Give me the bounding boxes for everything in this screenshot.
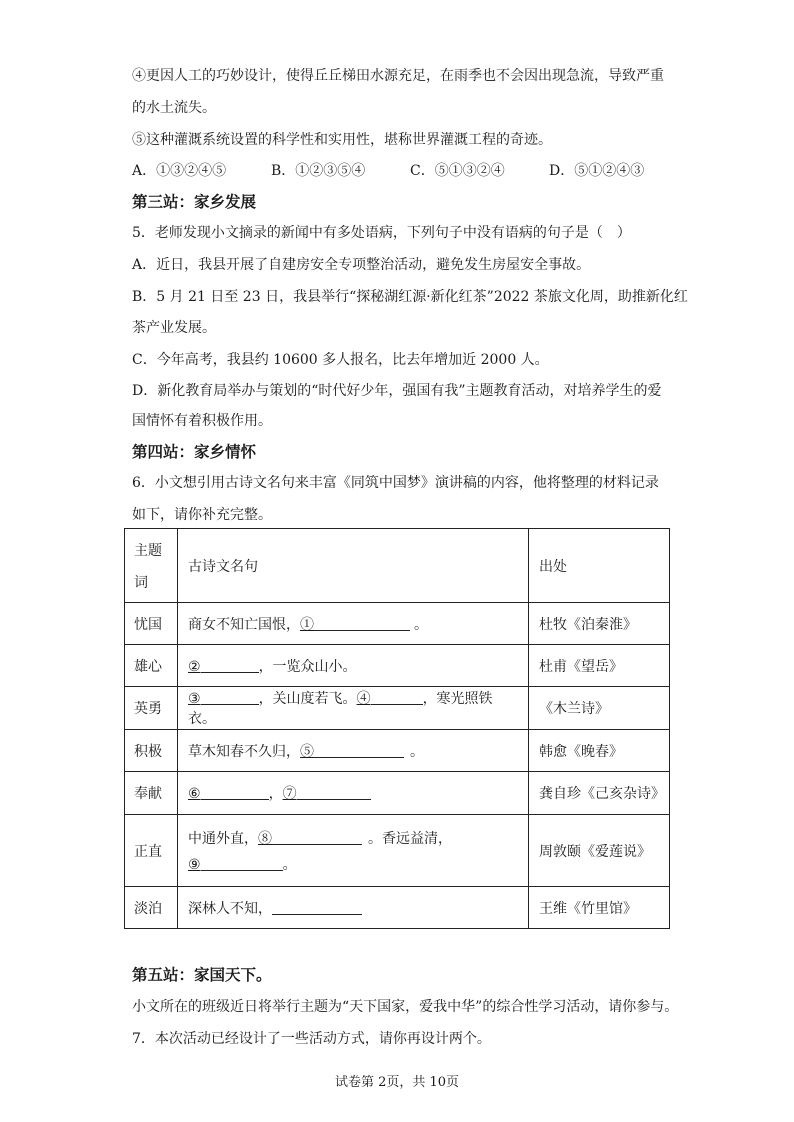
answer-blank[interactable] (297, 785, 371, 800)
blank-number: ④ (356, 691, 371, 707)
q5-option-b-line-1[interactable]: B．5 月 21 日至 23 日，我县举行“探秘湖红源·新化红茶”2022 茶旅文化周，助推新化红 (132, 289, 688, 305)
source-cell: 龚自珍《己亥杂诗》 (529, 772, 670, 815)
quote-line-2 (188, 854, 518, 874)
header-source-cell: 出处 (529, 529, 670, 603)
quote-cell (178, 772, 529, 815)
q5-option-d-line-2: 国情怀有着积极作用。 (132, 413, 272, 429)
q7-intro: 小文所在的班级近日将举行主题为“天下国家，爱我中华”的综合性学习活动，请你参与。 (132, 999, 679, 1015)
answer-blank[interactable] (371, 690, 423, 705)
blank-number: ⑤ (300, 743, 314, 760)
source-cell: 王维《竹里馆》 (529, 887, 670, 929)
quote-text: ，寒光照铁衣。 (188, 691, 493, 727)
quote-cell (178, 645, 529, 687)
quote-cell (178, 815, 529, 887)
header-theme-line-2: 词 (134, 574, 148, 591)
passage-item-4-line-2: 的水土流失。 (132, 100, 216, 116)
blank-number: ③ (188, 691, 201, 707)
header-theme-cell (125, 529, 178, 603)
theme-cell: 忧国 (125, 603, 178, 645)
table-header-row (125, 529, 670, 603)
blank-number: ⑧ (258, 830, 272, 847)
theme-cell: 正直 (125, 815, 178, 887)
q5-option-b-line-2: 茶产业发展。 (132, 320, 216, 336)
q4-option-b[interactable]: B．①②③⑤④ (271, 163, 366, 179)
table-row (125, 772, 670, 815)
q5-option-a[interactable]: A．近日，我县开展了自建房安全专项整治活动，避免发生房屋安全事故。 (132, 257, 591, 273)
q4-option-a[interactable]: A．①③②④⑤ (132, 163, 227, 179)
header-theme-line-1: 主题 (134, 542, 162, 559)
quote-line-1 (188, 828, 518, 848)
page-footer: 试卷第 2页，共 10页 (334, 1075, 460, 1090)
q4-option-c[interactable]: C．⑤①③②④ (410, 163, 505, 179)
quote-text: 。 (282, 856, 297, 873)
section-4-heading: 第四站：家乡情怀 (132, 443, 257, 461)
quote-text: ，一览众山小。 (258, 658, 357, 675)
quote-text: 草木知春不久归， (188, 743, 300, 760)
theme-cell: 淡泊 (125, 887, 178, 929)
source-cell: 《木兰诗》 (529, 687, 670, 730)
quote-cell (178, 887, 529, 929)
blank-number: ② (188, 658, 201, 675)
table-row (125, 730, 670, 772)
theme-cell: 雄心 (125, 645, 178, 687)
q5-option-d-line-1[interactable]: D．新化教育局举办与策划的“时代好少年，强国有我”主题教育活动，对培养学生的爱 (132, 383, 662, 399)
table-row (125, 887, 670, 929)
q4-option-d[interactable]: D．⑤①②④③ (549, 163, 645, 179)
blank-number: ⑦ (282, 786, 297, 802)
table-row (125, 603, 670, 645)
source-cell: 杜甫《望岳》 (529, 645, 670, 687)
source-cell: 杜牧《泊秦淮》 (529, 603, 670, 645)
q6-stem-line-2: 如下，请你补充完整。 (132, 507, 272, 523)
answer-blank[interactable] (314, 743, 404, 758)
blank-number: ⑨ (188, 856, 201, 873)
theme-cell: 英勇 (125, 687, 178, 730)
answer-blank[interactable] (201, 856, 283, 871)
table-row (125, 687, 670, 730)
table-row (125, 645, 670, 687)
section-3-heading: 第三站：家乡发展 (132, 193, 257, 211)
source-cell: 周敦颐《爱莲说》 (529, 815, 670, 887)
quote-cell (178, 730, 529, 772)
table-row (125, 815, 670, 887)
answer-blank[interactable] (201, 690, 259, 705)
quote-text: 。香远益清， (368, 830, 452, 847)
q5-stem: 5．老师发现小文摘录的新闻中有多处语病，下列句子中没有语病的句子是（ ） (132, 225, 631, 241)
q6-stem-line-1: 6．小文想引用古诗文名句来丰富《同筑中国梦》演讲稿的内容，他将整理的材料记录 (132, 475, 659, 491)
passage-item-4-line-1: ④更因人工的巧妙设计，使得丘丘梯田水源充足，在雨季也不会因出现急流，导致严重 (132, 68, 664, 84)
answer-blank[interactable] (272, 830, 362, 845)
theme-cell: 奉献 (125, 772, 178, 815)
answer-blank[interactable] (314, 616, 410, 631)
answer-blank[interactable] (201, 785, 269, 800)
quote-text: 。 (410, 743, 424, 760)
quote-cell (178, 603, 529, 645)
blank-number: ① (300, 616, 314, 633)
theme-cell: 积极 (125, 730, 178, 772)
blank-number: ⑥ (188, 786, 201, 802)
quote-text: 深林人不知， (188, 900, 272, 917)
quote-text: ， (268, 786, 283, 802)
quote-cell (178, 687, 529, 730)
quote-text: 商女不知亡国恨， (188, 616, 300, 633)
answer-blank[interactable] (201, 658, 259, 673)
answer-blank[interactable] (272, 900, 362, 915)
quote-text: 中通外直， (188, 830, 258, 847)
poem-table (124, 528, 670, 929)
quote-text: 。 (414, 616, 428, 633)
q7-stem: 7．本次活动已经设计了一些活动方式，请你再设计两个。 (132, 1031, 491, 1047)
source-cell: 韩愈《晚春》 (529, 730, 670, 772)
q5-option-c[interactable]: C．今年高考，我县约 10600 多人报名，比去年增加近 2000 人。 (132, 352, 549, 368)
passage-item-5: ⑤这种灌溉系统设置的科学性和实用性，堪称世界灌溉工程的奇迹。 (132, 132, 552, 148)
header-quote-cell: 古诗文名句 (178, 529, 529, 603)
quote-text: ，关山度若飞。 (258, 691, 357, 707)
section-5-heading: 第五站：家国天下。 (132, 966, 272, 984)
